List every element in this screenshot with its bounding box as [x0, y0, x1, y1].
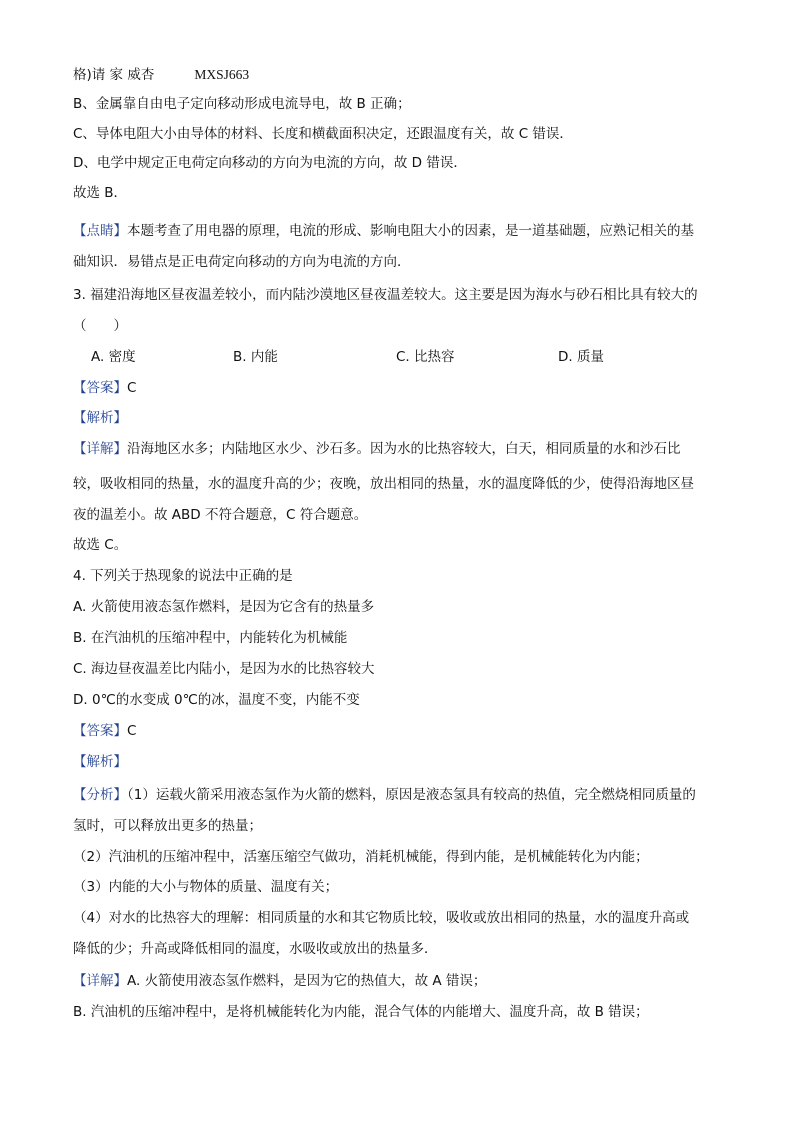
answer-tag: 【答案】: [73, 723, 127, 739]
detail-tag: 【详解】: [73, 441, 127, 457]
q4-fenxi: [73, 785, 696, 805]
answer-value: C: [127, 380, 137, 396]
header-line: [73, 65, 249, 85]
q4-detail-line2: B. 汽油机的压缩冲程中，是将机械能转化为内能，混合气体的内能增大、温度升高，故 B 错误；: [73, 1004, 649, 1020]
q4-option-c: C. 海边昼夜温差比内陆小，是因为水的比热容较大: [73, 661, 375, 677]
q4-fenxi-line4: （3）内能的大小与物体的质量、温度有关；: [73, 879, 339, 895]
detail-text: A. 火箭使用液态氢作燃料，是因为它的热值大，故 A 错误；: [127, 973, 487, 989]
q3-option-b: B. 内能: [233, 349, 278, 365]
fenxi-tag: 【分析】: [73, 787, 127, 803]
fenxi-text: （1）运载火箭采用液态氢作为火箭的燃料，原因是液态氢具有较高的热值，完全燃烧相同质量的: [127, 787, 696, 803]
q2-comment: [73, 221, 694, 241]
q2-option-c-explanation: C、导体电阻大小由导体的材料、长度和横截面积决定，还跟温度有关，故 C 错误．: [73, 126, 573, 142]
q2-option-d-explanation: D、电学中规定正电荷定向移动的方向为电流的方向，故 D 错误．: [73, 155, 467, 171]
q4-analysis-tag: 【解析】: [73, 754, 127, 770]
q4-option-b: B. 在汽油机的压缩冲程中，内能转化为机械能: [73, 630, 348, 646]
q4-detail: [73, 971, 486, 991]
q3-analysis-tag: 【解析】: [73, 410, 127, 426]
q2-comment-line2: 础知识．易错点是正电荷定向移动的方向为电流的方向．: [73, 254, 411, 270]
q4-answer: [73, 721, 136, 741]
q3-detail: [73, 439, 681, 459]
q3-option-a: A. 密度: [91, 349, 136, 365]
answer-tag: 【答案】: [73, 380, 127, 396]
comment-tag: 【点睛】: [73, 223, 127, 239]
q2-conclusion: 故选 B．: [73, 185, 128, 201]
q4-option-d: D. 0℃的水变成 0℃的冰，温度不变，内能不变: [73, 692, 360, 708]
comment-text: 本题考查了用电器的原理，电流的形成、影响电阻大小的因素，是一道基础题，应熟记相关的基: [127, 223, 694, 239]
q4-fenxi-line5: （4）对水的比热容大的理解：相同质量的水和其它物质比较，吸收或放出相同的热量，水的温度升高或: [73, 910, 690, 926]
answer-value: C: [127, 723, 137, 739]
detail-text: 沿海地区水多；内陆地区水少、沙石多。因为水的比热容较大，白天，相同质量的水和沙石比: [127, 441, 681, 457]
detail-tag: 【详解】: [73, 973, 127, 989]
q3-stem: 3. 福建沿海地区昼夜温差较小，而内陆沙漠地区昼夜温差较大。这主要是因为海水与砂石相比具有较大的: [73, 287, 698, 303]
q3-option-d: D. 质量: [558, 349, 604, 365]
q3-option-c: C. 比热容: [396, 349, 455, 365]
q2-option-b-explanation: B、金属靠自由电子定向移动形成电流导电，故 B 正确；: [73, 96, 411, 112]
q3-conclusion: 故选 C。: [73, 537, 128, 553]
q4-fenxi-line6: 降低的少；升高或降低相同的温度，水吸收或放出的热量多．: [73, 941, 438, 957]
header-text: 格)请 家 威杏: [73, 67, 155, 83]
q3-answer: [73, 378, 136, 398]
q4-option-a: A. 火箭使用液态氢作燃料，是因为它含有的热量多: [73, 599, 375, 615]
q4-fenxi-line2: 氢时，可以释放出更多的热量；: [73, 818, 262, 834]
q3-stem-blank: （ ）: [73, 318, 127, 334]
q3-detail-line2: 较，吸收相同的热量，水的温度升高的少；夜晚，放出相同的热量，水的温度降低的少，使得沿海地区昼: [73, 476, 694, 492]
q3-detail-line3: 夜的温差小。故 ABD 不符合题意，C 符合题意。: [73, 507, 368, 523]
header-code: MXSJ663: [194, 67, 250, 82]
q4-fenxi-line3: （2）汽油机的压缩冲程中，活塞压缩空气做功，消耗机械能，得到内能，是机械能转化为内能；: [73, 849, 649, 865]
q4-stem: 4. 下列关于热现象的说法中正确的是: [73, 568, 293, 584]
